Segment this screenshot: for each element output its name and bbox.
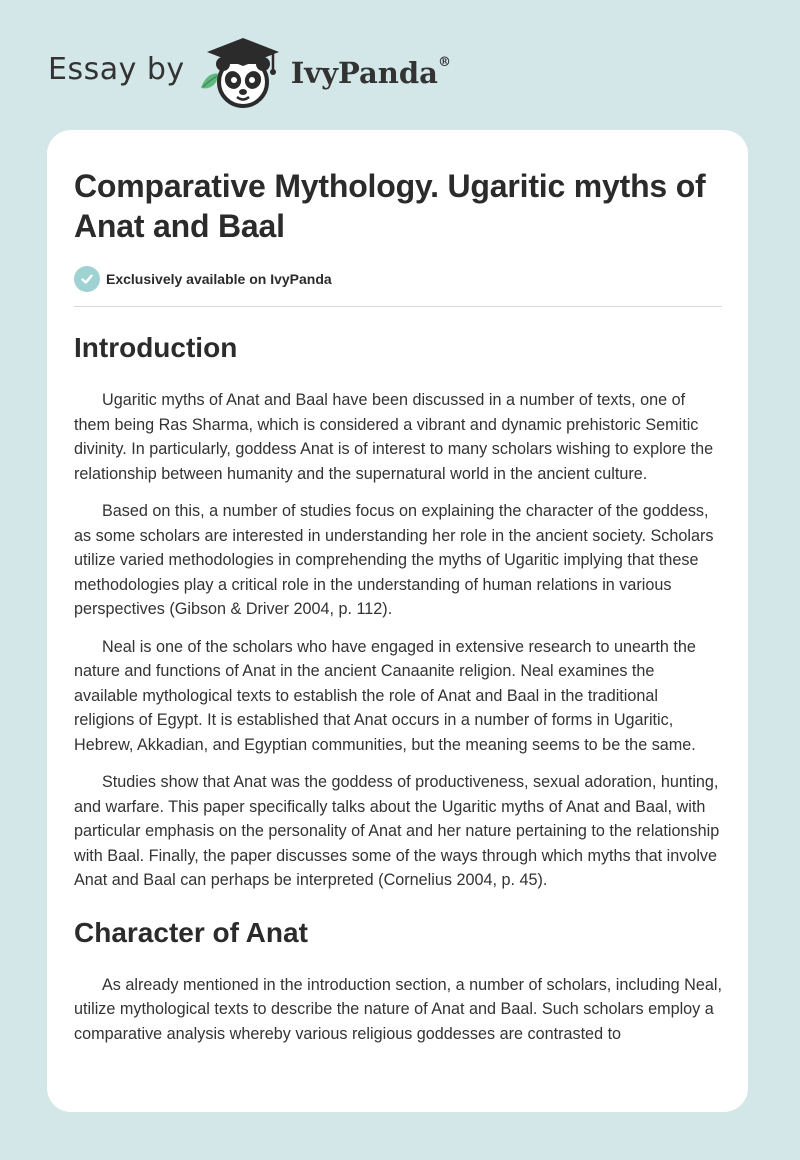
section-heading-introduction: Introduction bbox=[74, 332, 238, 363]
check-icon bbox=[74, 266, 100, 292]
paragraph: Based on this, a number of studies focus on explaining the character of the goddess, as some scholars are interested in understanding her role in the ancient society. Scholars utilize varied methodologies in comprehending the myths of Ugaritic implying that these methodologies play a critical role in the understanding of human relations in various perspectives (Gibson & Driver 2004, p. 112). bbox=[74, 502, 714, 618]
essay-by-label: Essay by bbox=[48, 52, 185, 87]
brand-name[interactable]: IvyPanda® bbox=[290, 54, 451, 90]
exclusive-badge bbox=[74, 264, 722, 294]
paragraph: Ugaritic myths of Anat and Baal have been discussed in a number of texts, one of them being Ras Sharma, which is considered a vibrant and dynamic prehistoric Semitic divinity. In particularly, goddess Anat is of interest to many scholars wishing to explore the relationship between humanity and the supernatural world in the ancient culture. bbox=[74, 391, 714, 483]
essay-title: Comparative Mythology. Ugaritic myths of Anat and Baal bbox=[74, 168, 706, 244]
site-header bbox=[48, 36, 451, 108]
badge-text: Exclusively available on IvyPanda bbox=[106, 271, 332, 287]
paragraph: As already mentioned in the introduction section, a number of scholars, including Neal, utilize mythological texts to describe the nature of Anat and Baal. Such scholars employ a comparative analysis whereby various religious goddesses are contrasted to bbox=[74, 975, 722, 1043]
essay-card bbox=[47, 130, 748, 1112]
title-divider bbox=[74, 306, 722, 307]
section-heading-character-of-anat: Character of Anat bbox=[74, 916, 308, 948]
paragraph: Neal is one of the scholars who have engaged in extensive research to unearth the nature and functions of Anat in the ancient Canaanite religion. Neal examines the available mythological texts to establish the role of Anat and Baal in the traditional religions of Egypt. It is established that Anat occurs in a number of forms in Ugaritic, Hebrew, Akkadian, and Egyptian communities, but the meaning seems to be the same. bbox=[74, 637, 696, 754]
panda-graduate-logo[interactable] bbox=[197, 36, 289, 108]
paragraph: Studies show that Anat was the goddess of productiveness, sexual adoration, hunting, and warfare. This paper specifically talks about the Ugaritic myths of Anat and Baal, with particular emphasis on the personality of Anat and her nature pertaining to the relationship with Baal. Finally, the paper discusses some of the ways through which myths that involve Anat and Baal can perhaps be interpreted (Cornelius 2004, p. 45). bbox=[74, 773, 720, 889]
